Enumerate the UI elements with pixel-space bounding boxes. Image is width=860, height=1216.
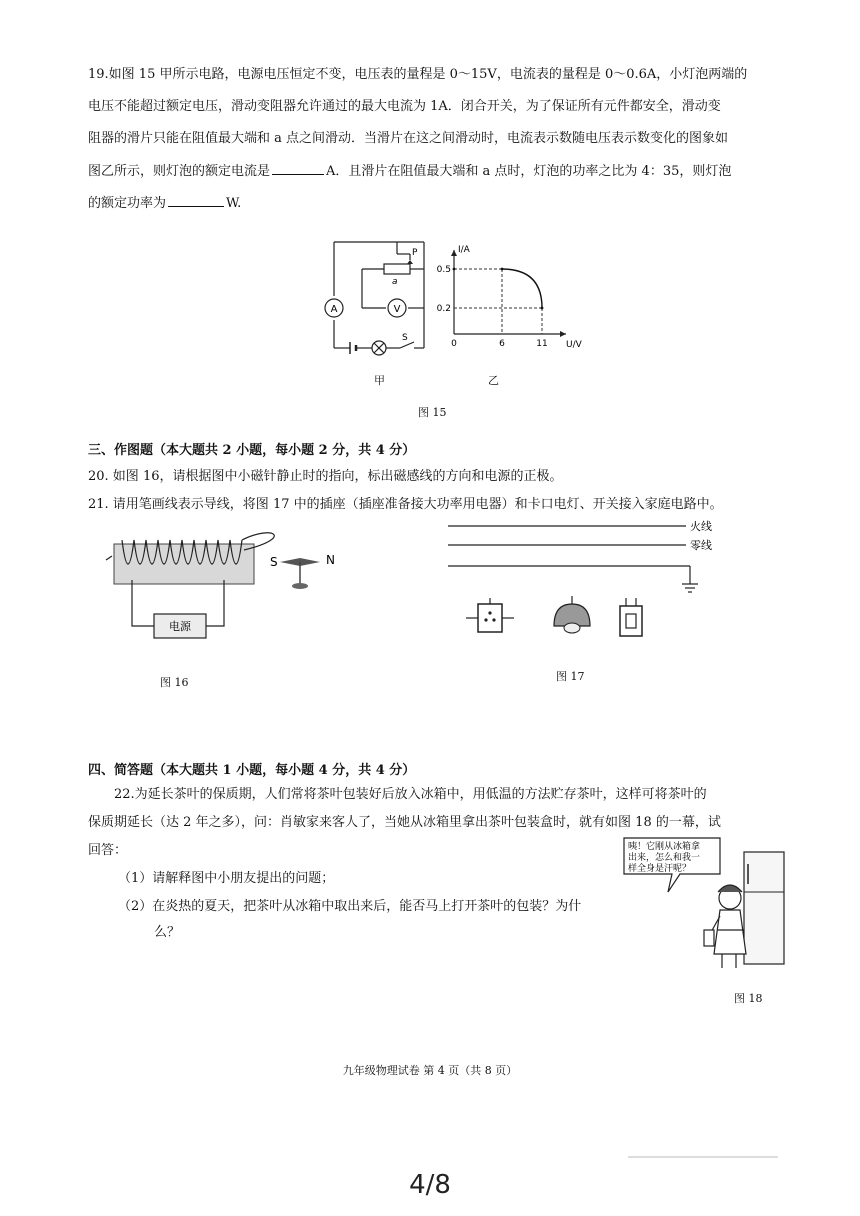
point-a-label: a (392, 277, 398, 287)
y-tick-label-1: 0.5 (436, 265, 451, 275)
fig15-jia-label: 甲 (374, 374, 385, 387)
page-footer: 九年级物理试卷 第 4 页（共 8 页） (342, 1064, 518, 1077)
q19-line5 (88, 194, 241, 213)
x-tick-label-0: 0 (451, 339, 457, 349)
fig18-caption: 图 18 (734, 992, 763, 1005)
girl-figure (704, 885, 746, 968)
scan-artifact-line (628, 1156, 778, 1158)
neutral-wire-label: 零线 (690, 539, 712, 552)
q22-line2: 保质期延长（达 2 年之多），问：肖敏家来客人了，当她从冰箱里拿出茶叶包装盒时，就有如图 18 的一幕，试 (88, 815, 721, 830)
fig17-caption: 图 17 (556, 670, 585, 683)
q19-line4-part2: A．且滑片在阻值最大端和 a 点时，灯泡的功率之比为 4：35，则灯泡 (326, 164, 732, 179)
x-axis-arrow (560, 331, 566, 337)
answer-blank-current[interactable] (272, 162, 324, 175)
fig15-yi-label: 乙 (488, 374, 499, 387)
q19-line5-part2: W. (226, 196, 242, 211)
q22-sub2-line1: （2）在炎热的夏天，把茶叶从冰箱中取出来后，能否马上打开茶叶的包装？为什 (118, 899, 582, 914)
circuit-diagram-jia (322, 232, 432, 362)
live-wire-label: 火线 (690, 520, 712, 533)
switch-icon[interactable] (620, 598, 642, 636)
y-axis-label: I/A (458, 245, 470, 255)
needle-n-pole: N (326, 553, 335, 567)
data-curve (502, 269, 542, 308)
q19-line4 (88, 162, 731, 181)
fig15-caption: 图 15 (418, 406, 447, 419)
data-point-2 (541, 307, 544, 310)
y-tick-label-0: 0.2 (436, 304, 451, 314)
iu-graph-yi (436, 245, 582, 356)
cartoon-girl-fridge (618, 834, 788, 974)
q19-line3: 阻器的滑片只能在阻值最大端和 a 点之间滑动．当滑片在这之间滑动时，电流表示数随电压表示数变化的图象如 (88, 131, 729, 146)
socket-icon[interactable] (466, 598, 514, 632)
fridge-shape (744, 852, 784, 964)
lamp-icon[interactable] (554, 596, 590, 633)
page-number: 4/8 (409, 1170, 451, 1200)
section4-heading: 四、简答题（本大题共 1 小题，每小题 4 分，共 4 分） (88, 763, 416, 778)
q19-line2: 电压不能超过额定电压，滑动变阻器允许通过的最大电流为 1A．闭合开关，为了保证所有元件都安全，滑动变 (88, 99, 721, 114)
q20-text: 20. 如图 16，请根据图中小磁针静止时的指向，标出磁感线的方向和电源的正极。 (88, 469, 563, 484)
slider-p-label: P (412, 248, 418, 258)
q22-sub1: （1）请解释图中小朋友提出的问题； (118, 871, 335, 886)
section3-heading: 三、作图题（本大题共 2 小题，每小题 2 分，共 4 分） (88, 443, 416, 458)
speech-bubble-line3: 样全身是汗呢？ (628, 864, 692, 874)
x-tick-label-2: 11 (536, 339, 548, 349)
switch-s-label: S (402, 333, 408, 343)
voltmeter-label: V (393, 304, 401, 315)
q22-line3: 回答： (88, 843, 128, 858)
ammeter-label: A (330, 304, 338, 315)
data-point-0 (453, 268, 456, 271)
y-axis-arrow (451, 250, 457, 256)
fig16-caption: 图 16 (160, 676, 189, 689)
q19-line4-part1: 图乙所示，则灯泡的额定电流是 (88, 164, 271, 179)
q21-text: 21. 请用笔画线表示导线，将图 17 中的插座（插座准备接大功率用电器）和卡口电灯、开关接入家庭电路中。 (88, 497, 723, 512)
speech-bubble-line1: 咦！它刚从冰箱拿 (628, 842, 701, 852)
household-circuit-diagram (440, 512, 730, 652)
q22-line1: 22.为延长茶叶的保质期，人们常将茶叶包装好后放入冰箱中，用低温的方法贮存茶叶，这样可将茶叶的 (114, 787, 707, 802)
needle-s-pole: S (270, 555, 278, 569)
data-point-1 (501, 268, 504, 271)
speech-bubble-line2: 出来，怎么和我一 (628, 853, 701, 863)
power-source-label: 电源 (169, 620, 191, 633)
q19-line1: 19.如图 15 甲所示电路，电源电压恒定不变，电压表的量程是 0～15V，电流表的量程是 0～0.6A，小灯泡两端的 (88, 67, 748, 82)
q22-sub2-line2: 么？ (154, 925, 181, 940)
x-axis-label: U/V (566, 340, 582, 350)
solenoid-diagram (104, 530, 354, 660)
answer-blank-power[interactable] (168, 194, 224, 207)
x-tick-label-1: 6 (499, 339, 505, 349)
q19-line5-part1: 的额定功率为 (88, 196, 167, 211)
